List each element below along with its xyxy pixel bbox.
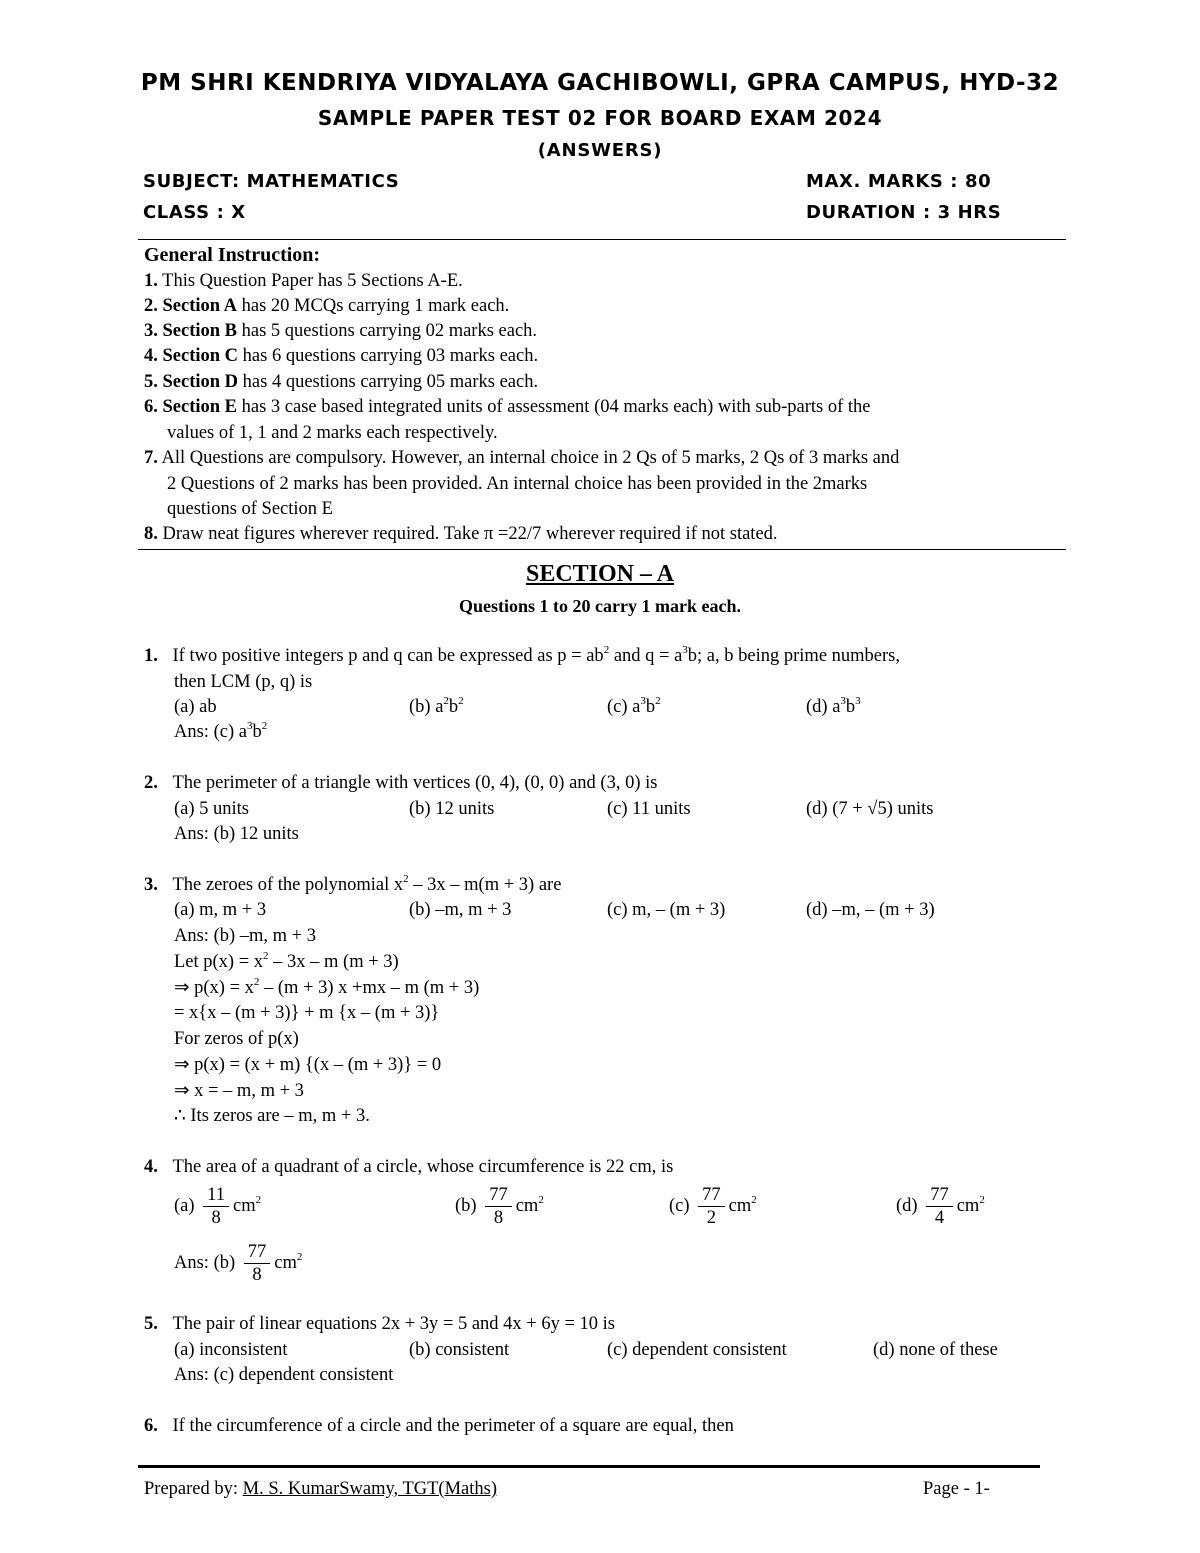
question-text: The pair of linear equations 2x + 3y = 5 and 4x + 6y = 10 is	[172, 1314, 615, 1334]
option-label: (d)	[896, 1195, 918, 1216]
instruction-item	[144, 344, 538, 370]
option-d: (d) none of these	[873, 1340, 998, 1360]
instructions-heading: General Instruction:	[144, 244, 321, 266]
option-c: (c) $a^3b^2$	[607, 695, 661, 717]
option-c: (c) dependent consistent	[607, 1340, 787, 1360]
section-subtitle: Questions 1 to 20 carry 1 mark each.	[459, 596, 741, 616]
question-2	[144, 773, 657, 794]
instruction-item	[144, 319, 537, 345]
question-number: 4.	[144, 1157, 158, 1177]
option-c: (c) m, – (m + 3)	[607, 900, 726, 920]
instruction-text: has 4 questions carrying 05 marks each.	[238, 372, 539, 392]
option-c: (c) $\frac{77}{2}$ $cm^2$	[669, 1185, 757, 1228]
section-title: SECTION – A	[525, 561, 675, 587]
question-text-part: – 3x – m(m + 3) are	[408, 875, 562, 895]
instruction-item	[144, 370, 538, 396]
instruction-bold: Section D	[162, 372, 239, 392]
question-3: 3. The zeroes of the polynomial $x^2 - 3x - m(m + 3)$ are	[144, 873, 562, 895]
working-line: Let $p(x) = x^2 - 3x - m$ (m + 3)	[174, 950, 399, 972]
working-line: ⇒ $p(x) = x^2 - (m + 3)$ x +mx – m (m + 3)	[174, 976, 480, 998]
instruction-number: 8.	[144, 524, 158, 544]
fraction: $\frac{77}{4}$	[926, 1184, 953, 1229]
question-text: The area of a quadrant of a circle, whose circumference is 22 cm, is	[172, 1157, 674, 1177]
option-d: (d) $\frac{77}{4}$ $cm^2$	[896, 1185, 985, 1228]
instruction-continuation: values of 1, 1 and 2 marks each respectively.	[167, 423, 498, 443]
instruction-number: 7.	[144, 448, 158, 468]
question-number: 3.	[144, 875, 158, 895]
paper-subtitle: (ANSWERS)	[537, 140, 663, 161]
instruction-text: Draw neat figures wherever required. Take π =22/7 wherever required if not stated.	[162, 524, 778, 544]
instruction-number: 3.	[144, 321, 158, 341]
prepared-label: Prepared by:	[144, 1479, 243, 1499]
school-name: PM SHRI KENDRIYA VIDYALAYA GACHIBOWLI, GPRA CAMPUS, HYD-32	[140, 70, 1060, 96]
header-divider	[138, 239, 1066, 240]
question-5	[144, 1314, 615, 1335]
question-text-part: and q = a	[609, 646, 683, 666]
question-number: 5.	[144, 1314, 158, 1334]
instruction-item	[144, 395, 870, 421]
fraction: $\frac{77}{8}$	[244, 1241, 271, 1286]
option-d: (d) $a^3b^3$	[806, 695, 861, 717]
instruction-text: has 6 questions carrying 03 marks each.	[238, 346, 539, 366]
option-a: (a) m, m + 3	[174, 900, 267, 920]
question-1: 1. If two positive integers p and q can be expressed as $p = ab^2$ and $q = a^3b$; a, b being prime numbers,	[144, 644, 900, 666]
option-c: (c) 11 units	[607, 799, 691, 819]
option-b: (b) 12 units	[409, 799, 495, 819]
option-d: (d) (7 + √5) units	[806, 799, 934, 819]
option-label: (b)	[455, 1195, 477, 1216]
instruction-continuation: questions of Section E	[167, 499, 333, 519]
instruction-text: has 5 questions carrying 02 marks each.	[237, 321, 538, 341]
author-name: M. S. KumarSwamy, TGT(Maths)	[242, 1479, 497, 1499]
instruction-text: has 20 MCQs carrying 1 mark each.	[237, 296, 510, 316]
option-a: (a) $\frac{11}{8}$ $cm^2$	[174, 1185, 262, 1228]
fraction: $\frac{11}{8}$	[203, 1184, 229, 1229]
question-text: If the circumference of a circle and the perimeter of a square are equal, then	[172, 1416, 734, 1436]
question-number: 2.	[144, 773, 158, 793]
answer-label: Ans: (b)	[174, 1252, 236, 1273]
option-a: (a) inconsistent	[174, 1340, 288, 1360]
answer: Ans: (c) $a^3b^2$	[174, 720, 268, 742]
question-6	[144, 1416, 734, 1437]
option-d: (d) –m, – (m + 3)	[806, 900, 935, 920]
option-b: (b) –m, m + 3	[409, 900, 512, 920]
instruction-bold: Section E	[162, 397, 238, 417]
option-label: (a)	[174, 1195, 195, 1216]
instruction-text: All Questions are compulsory. However, an internal choice in 2 Qs of 5 marks, 2 Qs of 3 marks and	[161, 448, 900, 468]
instruction-number: 6.	[144, 397, 158, 417]
working-line: ⇒ p(x) = (x + m) {(x – (m + 3)} = 0	[174, 1055, 442, 1075]
subject-label: SUBJECT: MATHEMATICS	[143, 171, 400, 192]
option-b: (b) consistent	[409, 1340, 510, 1360]
footer-prepared-by	[144, 1479, 497, 1500]
working-line: ∴ Its zeros are – m, m + 3.	[174, 1106, 370, 1126]
working-line: ⇒ x = – m, m + 3	[174, 1081, 304, 1101]
footer-divider	[138, 1465, 1040, 1468]
instruction-bold: Section A	[162, 296, 238, 316]
instruction-number: 1.	[144, 271, 158, 291]
question-number: 6.	[144, 1416, 158, 1436]
instruction-item	[144, 269, 463, 295]
fraction: $\frac{77}{2}$	[698, 1184, 725, 1229]
instruction-bold: Section C	[162, 346, 239, 366]
option-a: (a) ab	[174, 697, 217, 717]
option-b: (b) $\frac{77}{8}$ $cm^2$	[455, 1185, 544, 1228]
instruction-item	[144, 522, 778, 548]
duration-label: DURATION : 3 HRS	[806, 202, 1002, 223]
working-line: = x{x – (m + 3)} + m {x – (m + 3)}	[174, 1003, 440, 1023]
page-number: Page - 1-	[923, 1479, 990, 1499]
class-label: CLASS : X	[143, 202, 246, 223]
working-line: For zeros of p(x)	[174, 1029, 299, 1049]
instruction-text: This Question Paper has 5 Sections A-E.	[162, 271, 463, 291]
question-text: If two positive integers p and q can be expressed as p = ab	[172, 646, 604, 666]
option-b: (b) $a^2b^2$	[409, 695, 464, 717]
question-text-part: b; a, b being prime numbers,	[687, 646, 900, 666]
instruction-item	[144, 294, 509, 320]
paper-title: SAMPLE PAPER TEST 02 FOR BOARD EXAM 2024	[317, 106, 883, 130]
instructions-divider	[138, 549, 1066, 550]
instruction-number: 2.	[144, 296, 158, 316]
question-text-line2: then LCM (p, q) is	[174, 672, 313, 692]
answer: Ans: (b) –m, m + 3	[174, 926, 316, 946]
instruction-text: has 3 case based integrated units of assessment (04 marks each) with sub-parts of the	[237, 397, 871, 417]
instruction-continuation: 2 Questions of 2 marks has been provided. An internal choice has been provided in the 2marks	[167, 474, 868, 494]
question-number: 1.	[144, 646, 158, 666]
option-a: (a) 5 units	[174, 799, 250, 819]
answer: Ans: (b) 12 units	[174, 824, 299, 844]
question-text: The perimeter of a triangle with vertices (0, 4), (0, 0) and (3, 0) is	[172, 773, 658, 793]
instruction-bold: Section B	[162, 321, 238, 341]
option-label: (c)	[669, 1195, 690, 1216]
fraction: $\frac{77}{8}$	[485, 1184, 512, 1229]
answer: Ans: (c) dependent consistent	[174, 1365, 394, 1385]
max-marks-label: MAX. MARKS : 80	[806, 171, 992, 192]
instruction-number: 5.	[144, 372, 158, 392]
question-4	[144, 1157, 673, 1178]
instruction-item	[144, 446, 899, 472]
question-text: The zeroes of the polynomial x	[172, 875, 404, 895]
answer: Ans: (b) $\frac{77}{8}$ $cm^2$	[174, 1242, 303, 1285]
instruction-number: 4.	[144, 346, 158, 366]
